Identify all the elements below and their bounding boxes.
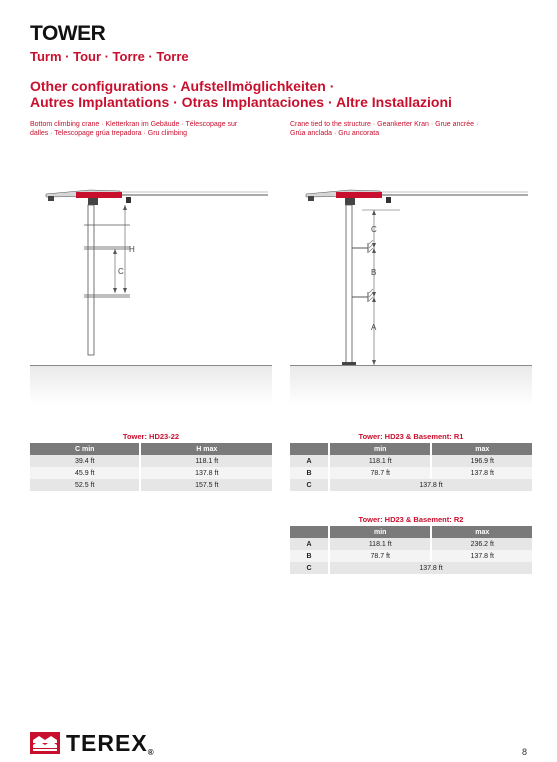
right-caption-line2: Grúa anclada · Gru ancorata — [290, 130, 380, 137]
label-b: B — [371, 268, 377, 277]
right-caption-line1: Crane tied to the structure · Geankerter Kran · Grue ancrée · — [290, 121, 479, 128]
column-header: H max — [140, 443, 272, 455]
cell: 39.4 ft — [30, 455, 140, 467]
section-heading-line1: Other configurations · Aufstellmöglichkeiten · — [30, 78, 335, 94]
table-row — [290, 550, 532, 562]
cell: 118.1 ft — [329, 455, 431, 467]
cell: 78.7 ft — [329, 550, 431, 562]
right-ground-line — [290, 365, 532, 366]
label-c: C — [118, 267, 124, 276]
column-header: max — [431, 526, 532, 538]
left-ground-line — [30, 365, 272, 366]
cell: 78.7 ft — [329, 467, 431, 479]
label-a: A — [371, 323, 377, 332]
table-row — [290, 479, 532, 491]
row-label: A — [290, 455, 329, 467]
table-basement-r1 — [290, 432, 532, 491]
terex-logo-icon — [30, 732, 60, 754]
registered-mark: ® — [147, 748, 155, 757]
row-label: C — [290, 562, 329, 574]
cell: 45.9 ft — [30, 467, 140, 479]
right-ground — [290, 365, 532, 405]
label-h: H — [129, 245, 135, 254]
label-c: C — [371, 225, 377, 234]
table-row — [30, 455, 272, 467]
left-caption-line1: Bottom climbing crane · Kletterkran im Gebäude · Télescopage sur — [30, 121, 238, 128]
table-basement-r2 — [290, 515, 532, 574]
left-caption-line2: dalles · Telescopage grúa trepadora · Gru climbing — [30, 130, 188, 137]
right-caption — [290, 120, 530, 138]
table-row — [30, 479, 272, 491]
column-header — [290, 443, 329, 455]
page-subtitle: Turm · Tour · Torre · Torre — [30, 49, 189, 64]
page-number: 8 — [522, 747, 528, 757]
row-label: B — [290, 467, 329, 479]
cell: 137.8 ft — [431, 550, 532, 562]
left-ground — [30, 365, 272, 405]
table-title: Tower: HD23 & Basement: R1 — [358, 432, 464, 441]
table-hd23-22 — [30, 432, 272, 491]
table-row — [30, 467, 272, 479]
cell: 157.5 ft — [140, 479, 272, 491]
column-header: min — [329, 443, 431, 455]
column-header: C min — [30, 443, 140, 455]
cell: 196.9 ft — [431, 455, 532, 467]
column-header: max — [431, 443, 532, 455]
table-row — [290, 467, 532, 479]
tied-crane-diagram — [290, 180, 532, 370]
section-heading-line2: Autres Implantations · Otras Implantaciones · Altre Installazioni — [30, 94, 452, 110]
cell: 118.1 ft — [140, 455, 272, 467]
cell: 137.8 ft — [329, 562, 532, 574]
brand-text: TEREX — [66, 730, 148, 756]
table-row — [290, 455, 532, 467]
column-header — [290, 526, 329, 538]
row-label: A — [290, 538, 329, 550]
section-heading — [30, 78, 540, 110]
table-row — [290, 538, 532, 550]
table-row — [290, 562, 532, 574]
row-label: C — [290, 479, 329, 491]
climbing-crane-diagram — [30, 180, 272, 380]
brand-name — [66, 730, 155, 757]
row-label: B — [290, 550, 329, 562]
cell: 118.1 ft — [329, 538, 431, 550]
left-caption — [30, 120, 270, 138]
column-header: min — [329, 526, 431, 538]
page-title: TOWER — [30, 22, 106, 45]
table-title: Tower: HD23-22 — [122, 432, 180, 441]
cell: 137.8 ft — [329, 479, 532, 491]
cell: 137.8 ft — [431, 467, 532, 479]
table-title: Tower: HD23 & Basement: R2 — [358, 515, 464, 524]
cell: 236.2 ft — [431, 538, 532, 550]
cell: 52.5 ft — [30, 479, 140, 491]
cell: 137.8 ft — [140, 467, 272, 479]
